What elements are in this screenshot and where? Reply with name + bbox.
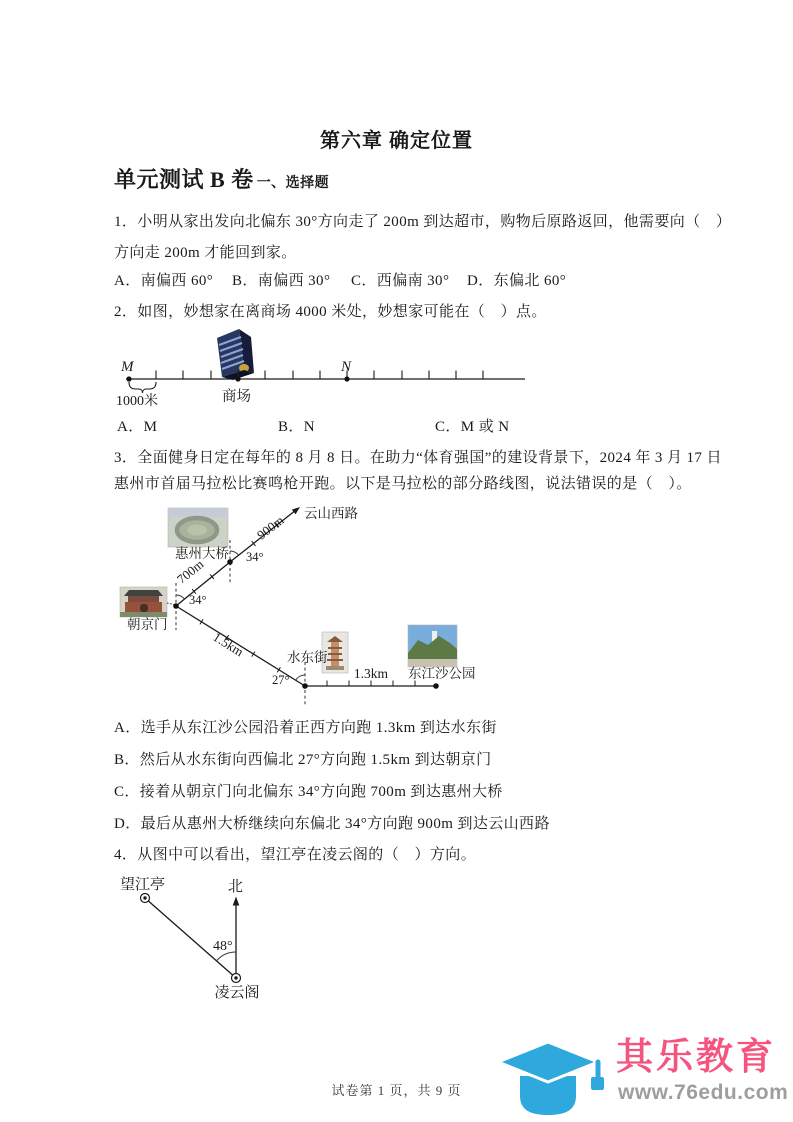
q2-text: 2．如图，妙想家在离商场 4000 米处，妙想家可能在（ ）点。 bbox=[114, 304, 547, 320]
route-south-segments bbox=[176, 606, 436, 686]
dist-700-label: 700m bbox=[173, 556, 207, 587]
q1-option-d: D．东偏北 60° bbox=[467, 273, 567, 289]
park-node bbox=[433, 683, 439, 689]
pavilion-label: 望江亭 bbox=[120, 877, 166, 893]
q1-options bbox=[114, 269, 674, 289]
bridge-photo bbox=[168, 508, 228, 547]
angle-27-label: 27° bbox=[272, 673, 290, 687]
page-footer: 试卷第 1 页，共 9 页 bbox=[331, 1083, 462, 1098]
road-label: 云山西路 bbox=[304, 506, 358, 521]
scale-label: 1000米 bbox=[116, 394, 158, 409]
q4-direction-diagram bbox=[110, 870, 300, 1010]
brand-website: www.76edu.com bbox=[618, 1080, 789, 1104]
q2-number-line-diagram bbox=[105, 320, 545, 415]
tick-marks bbox=[156, 371, 483, 380]
gate-label: 朝京门 bbox=[127, 617, 168, 632]
q3-text-line1: 3．全面健身日定在每年的 8 月 8 日。在助力“体育强国”的建设背景下，2024 年 3 月 17 日 bbox=[114, 450, 722, 466]
q2-option-c: C．M 或 N bbox=[435, 419, 510, 435]
q2-option-b: B．N bbox=[278, 419, 316, 435]
q3-option-a: A．选手从东江沙公园沿着正西方向跑 1.3km 到达水东街 bbox=[114, 720, 497, 736]
point-m-label: M bbox=[121, 359, 134, 375]
dist-900-label: 900m bbox=[253, 512, 287, 543]
graduation-cap-icon bbox=[492, 1036, 604, 1120]
mall-dot bbox=[235, 376, 240, 381]
q3-option-d: D．最后从惠州大桥继续向东偏北 34°方向跑 900m 到达云山西路 bbox=[114, 816, 550, 832]
angle-34-top-label: 34° bbox=[246, 550, 264, 564]
route-arrowhead bbox=[292, 507, 300, 514]
point-n-label: N bbox=[341, 359, 352, 375]
gate-photo bbox=[120, 587, 167, 617]
brand-name: 其乐教育 bbox=[616, 1036, 776, 1077]
page-title: 第六章 确定位置 bbox=[320, 130, 473, 152]
section-heading bbox=[114, 163, 329, 194]
sight-line bbox=[148, 901, 232, 975]
logo-text bbox=[616, 1036, 788, 1103]
q1-text-line2: 方向走 200m 才能回到家。 bbox=[114, 245, 297, 261]
angle-34-bottom-label: 34° bbox=[189, 593, 207, 607]
north-label: 北 bbox=[227, 879, 244, 895]
dist-1-3-label: 1.3km bbox=[353, 666, 389, 681]
section-subtitle: 一、选择题 bbox=[256, 176, 330, 191]
street-label: 水东街 bbox=[287, 650, 328, 665]
q1-option-b: B．南偏西 30° bbox=[232, 273, 331, 289]
point-n-dot bbox=[344, 376, 349, 381]
mall-building-icon bbox=[217, 329, 254, 380]
pavilion-point bbox=[141, 894, 150, 903]
park-label: 东江沙公园 bbox=[408, 666, 476, 681]
q1-option-a: A．南偏西 60° bbox=[114, 273, 214, 289]
q3-text-line2: 惠州市首届马拉松比赛鸣枪开跑。以下是马拉松的部分路线图，说法错误的是（ ）。 bbox=[114, 476, 692, 492]
mall-label: 商场 bbox=[222, 389, 251, 405]
point-m-dot bbox=[126, 376, 131, 381]
q1-option-c: C．西偏南 30° bbox=[351, 273, 450, 289]
q2-options bbox=[117, 415, 677, 435]
q3-option-c: C．接着从朝京门向北偏东 34°方向跑 700m 到达惠州大桥 bbox=[114, 784, 503, 800]
street-node bbox=[302, 683, 308, 689]
q4-text: 4．从图中可以看出，望江亭在凌云阁的（ ）方向。 bbox=[114, 847, 477, 863]
tower-point bbox=[232, 974, 241, 983]
q1-text-line1: 1．小明从家出发向北偏东 30°方向走了 200m 到达超市，购物后原路返回，他需要向（ ） bbox=[114, 214, 732, 230]
scale-brace bbox=[129, 382, 156, 393]
park-photo bbox=[408, 625, 457, 667]
q3-marathon-route-diagram bbox=[105, 498, 490, 713]
north-arrowhead bbox=[233, 897, 240, 906]
tower-label: 凌云阁 bbox=[214, 985, 260, 1001]
gate-node bbox=[173, 603, 179, 609]
q3-option-b: B．然后从水东街向西偏北 27°方向跑 1.5km 到达朝京门 bbox=[114, 752, 492, 768]
dist-1-5-label: 1.5km bbox=[210, 629, 247, 660]
q2-option-a: A．M bbox=[117, 419, 158, 435]
brand-logo bbox=[492, 1036, 788, 1120]
gate-dotted-connector bbox=[167, 603, 174, 605]
angle-48-label: 48° bbox=[213, 939, 233, 954]
section-title: 单元测试 B 卷 bbox=[114, 167, 254, 192]
bridge-label: 惠州大桥 bbox=[175, 546, 229, 561]
